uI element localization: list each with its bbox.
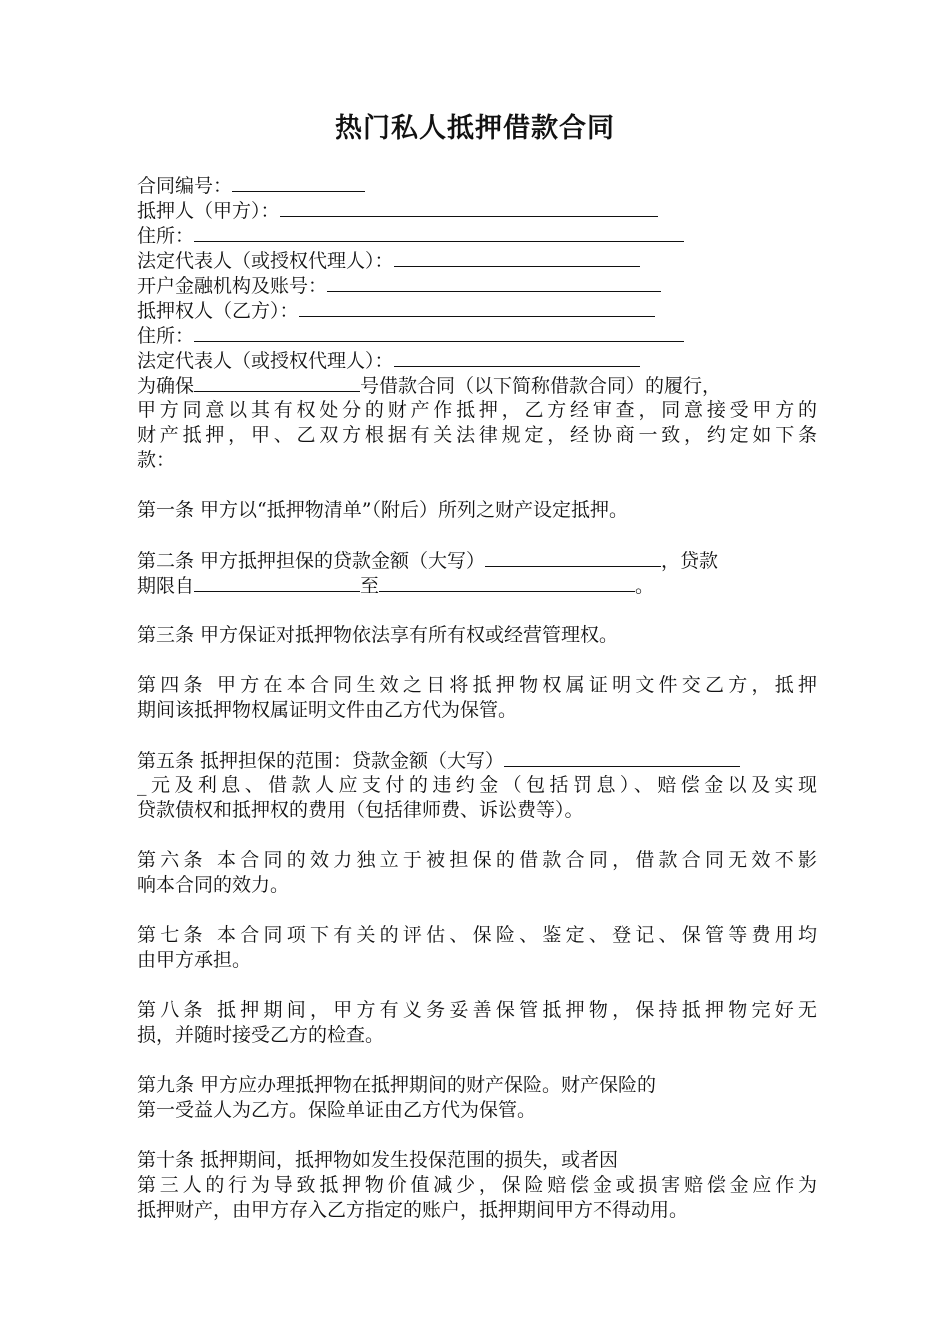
field-mortgagor [137, 198, 817, 223]
field-legal-rep-b [137, 348, 817, 373]
contract-body [137, 173, 817, 1223]
field-label: 住所： [137, 225, 195, 247]
field-label: 抵押权人（乙方）： [137, 300, 299, 322]
article-1: 第一条 甲方以“抵押物清单”（附后）所列之财产设定抵押。 [137, 499, 628, 521]
article-6: 第六条 本合同的效力独立于被担保的借款合同，借款合同无效不影 响本合同的效力。 [137, 849, 817, 896]
blank-line [194, 573, 360, 592]
preamble-line: 甲方同意以其有权处分的财产作抵押，乙方经审查，同意接受甲方的 [137, 399, 817, 421]
blank-line [394, 348, 640, 367]
article-4: 第四条 甲方在本合同生效之日将抵押物权属证明文件交乙方，抵押 期间该抵押物权属证明文件由乙方代为保管。 [137, 674, 817, 721]
field-label: 开户金融机构及账号： [137, 275, 328, 297]
field-address-a [137, 223, 817, 248]
preamble-line: 款： [137, 449, 176, 471]
preamble-line: 为确保 号借款合同（以下简称借款合同）的履行， [137, 375, 722, 397]
blank-line [394, 248, 640, 267]
blank-line [327, 273, 661, 292]
field-mortgagee [137, 298, 817, 323]
blank-line [280, 198, 658, 217]
blank-line [194, 323, 684, 342]
blank-line [299, 298, 655, 317]
article-7: 第七条 本合同项下有关的评估、保险、鉴定、登记、保管等费用均 由甲方承担。 [137, 924, 817, 971]
field-contract-no [137, 173, 817, 198]
field-address-b [137, 323, 817, 348]
article-3: 第三条 甲方保证对抵押物依法享有所有权或经营管理权。 [137, 624, 619, 646]
document-title: 热门私人抵押借款合同 [335, 113, 615, 144]
blank-line [379, 573, 635, 592]
blank-line [485, 548, 661, 567]
field-bank-account [137, 273, 817, 298]
blank-line [194, 373, 360, 392]
preamble-line: 财产抵押，甲、乙双方根据有关法律规定，经协商一致，约定如下条 [137, 424, 817, 446]
field-label: 住所： [137, 325, 195, 347]
article-10: 第十条 抵押期间，抵押物如发生投保范围的损失，或者因 第三人的行为导致抵押物价值减少，保险赔偿金或损害赔偿金应作为 抵押财产，由甲方存入乙方指定的账户，抵押期间甲方不得动用。 [137, 1149, 817, 1221]
article-8: 第八条 抵押期间，甲方有义务妥善保管抵押物，保持抵押物完好无 损，并随时接受乙方的检查。 [137, 999, 817, 1046]
blank-line [194, 223, 684, 242]
field-label: 合同编号： [137, 175, 233, 197]
field-label: 抵押人（甲方）： [137, 200, 280, 222]
article-9: 第九条 甲方应办理抵押物在抵押期间的财产保险。财产保险的 第一受益人为乙方。保险单证由乙方代为保管。 [137, 1074, 657, 1121]
blank-line [232, 173, 365, 192]
article-5: 第五条 抵押担保的范围：贷款金额（大写） _元及利息、借款人应支付的违约金（包括罚息）、赔偿金以及实现 贷款债权和抵押权的费用（包括律师费、诉讼费等）。 [137, 750, 817, 821]
preamble [137, 373, 817, 473]
blank-line [504, 748, 740, 767]
field-label: 法定代表人（或授权代理人）： [137, 250, 394, 272]
field-label: 法定代表人（或授权代理人）： [137, 350, 394, 372]
article-2: 第二条 甲方抵押担保的贷款金额（大写） ，贷款 期限自 至 。 [137, 550, 719, 597]
field-legal-rep-a [137, 248, 817, 273]
